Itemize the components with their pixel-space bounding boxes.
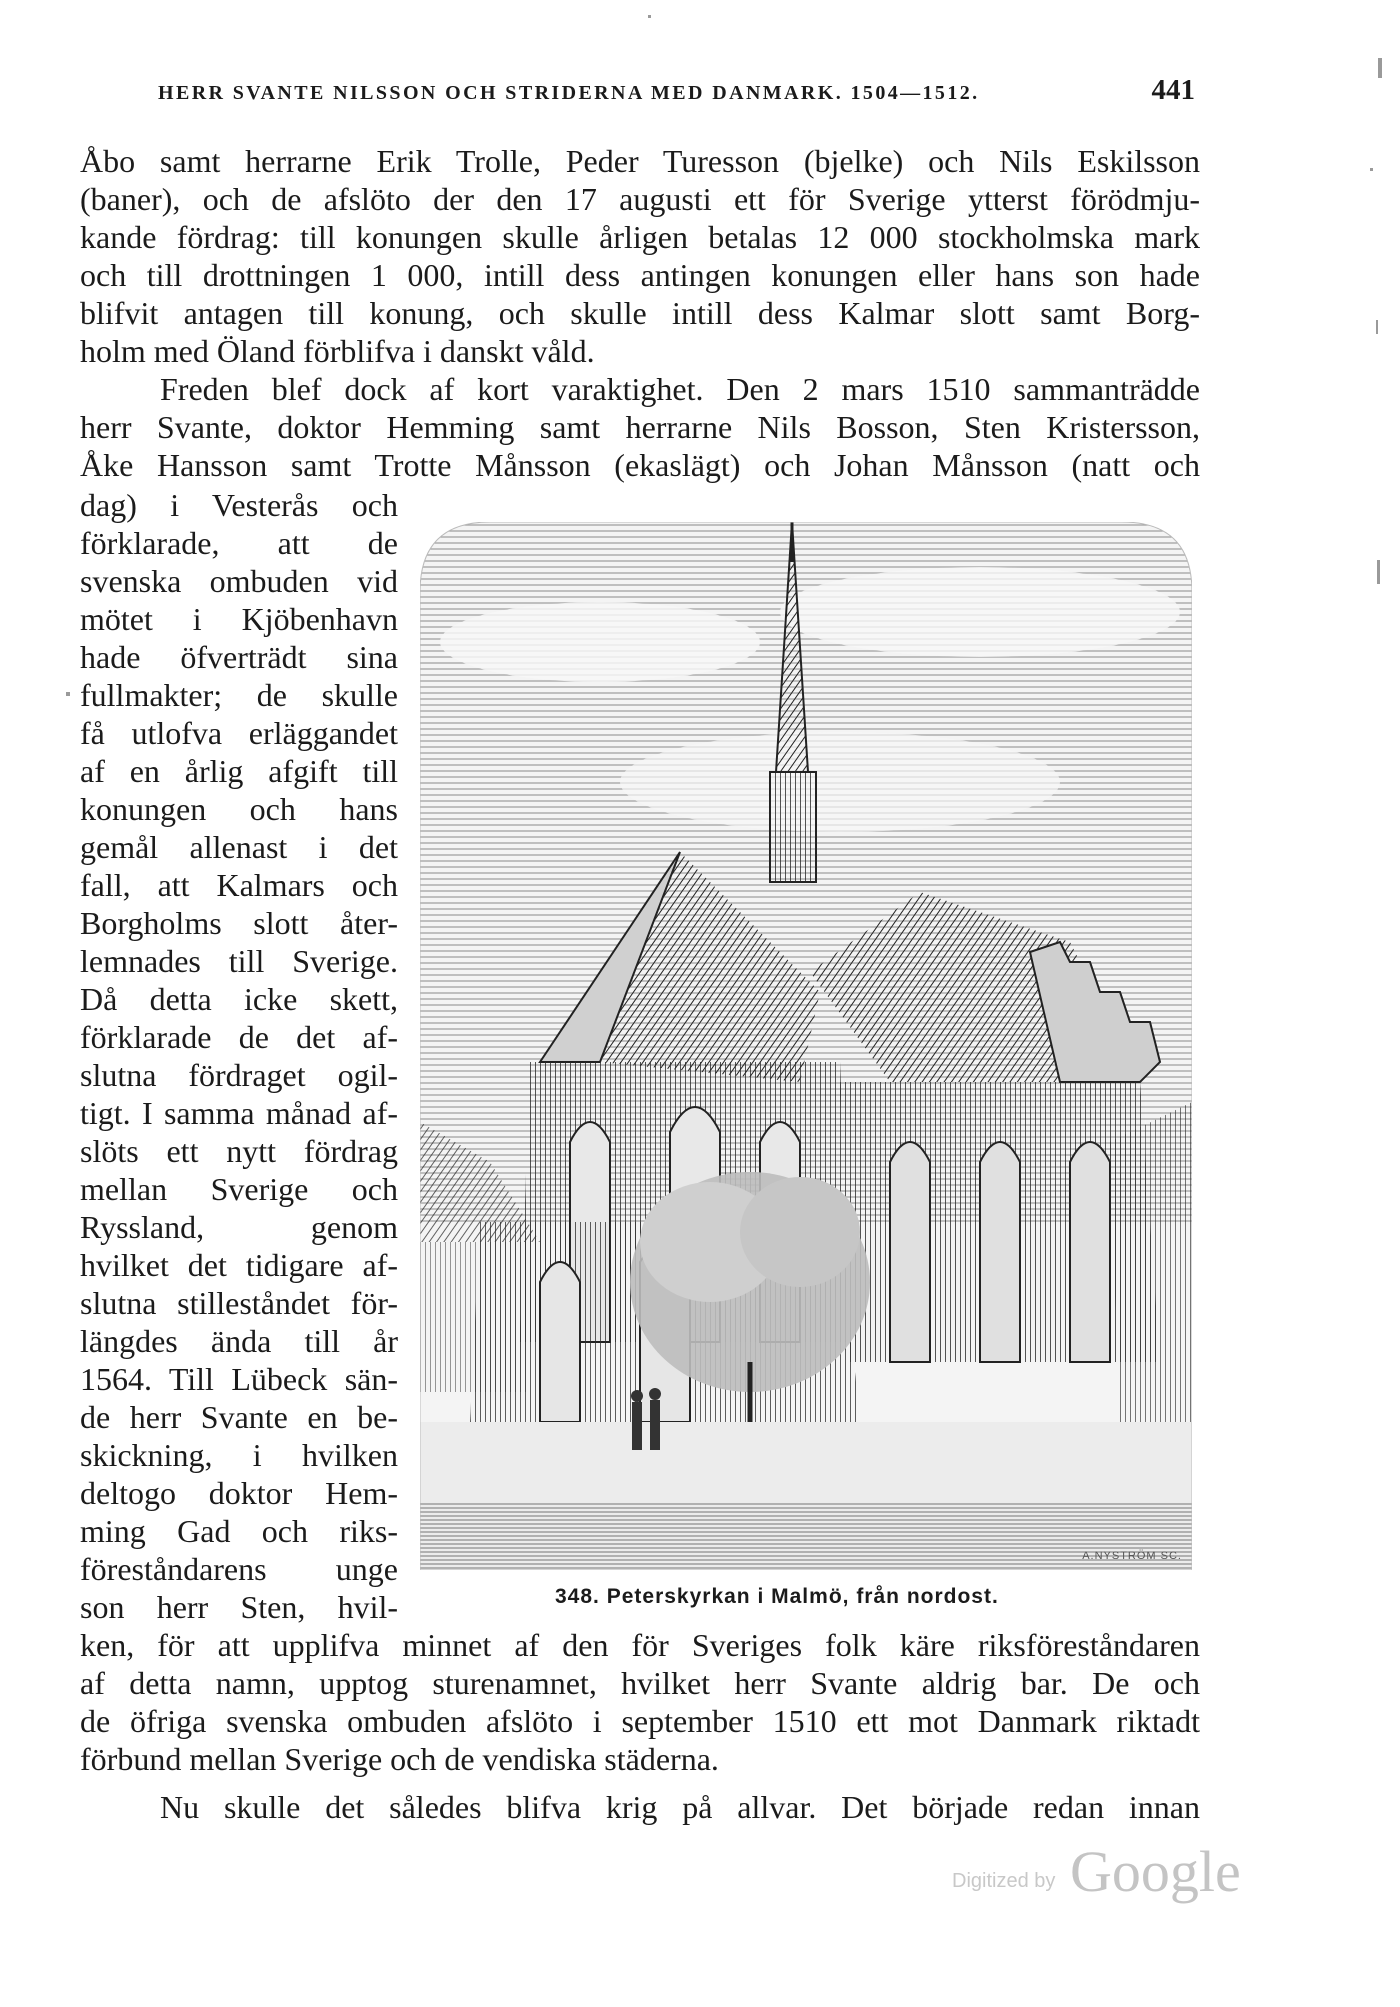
column-line: förklarade de det af- — [80, 1019, 398, 1055]
column-line: gemål allenast i det — [80, 829, 398, 865]
text-line: ken, för att upplifva minnet af den för Sveriges folk käre riksföreståndaren — [80, 1627, 1200, 1663]
text-line: och till drottningen 1 000, intill dess antingen konungen eller hans son hade — [80, 257, 1200, 293]
scan-speck — [66, 692, 70, 696]
engraver-signature: A.NYSTRÖM SC. — [1082, 1550, 1182, 1562]
watermark-logo: Google — [1070, 1839, 1241, 1904]
text-line: Åke Hansson samt Trotte Månsson (ekaslägt) och Johan Månsson (natt och — [80, 447, 1200, 483]
column-line: skickning, i hvilken — [80, 1437, 398, 1473]
column-line: Borgholms slott åter- — [80, 905, 398, 941]
column-line: förklarade, att de — [80, 525, 398, 561]
column-line: mellan Sverige och — [80, 1171, 398, 1207]
column-line: lemnades till Sverige. — [80, 943, 398, 979]
column-line: Då detta icke skett, — [80, 981, 398, 1017]
column-line: få utlofva erläggandet — [80, 715, 398, 751]
column-line: längdes ända till år — [80, 1323, 398, 1359]
running-header — [158, 74, 1195, 112]
church-engraving — [420, 522, 1192, 1570]
column-line: mötet i Kjöbenhavn — [80, 601, 398, 637]
column-line: 1564. Till Lübeck sän- — [80, 1361, 398, 1397]
scan-speck — [1370, 168, 1373, 171]
column-line: slutna stilleståndet för- — [80, 1285, 398, 1321]
text-line: Nu skulle det således blifva krig på allvar. Det började redan innan — [160, 1789, 1200, 1825]
column-line: konungen och hans — [80, 791, 398, 827]
page-number: 441 — [1151, 74, 1195, 106]
column-line: fall, att Kalmars och — [80, 867, 398, 903]
column-line: tigt. I samma månad af- — [80, 1095, 398, 1131]
text-line: holm med Öland förblifva i danskt våld. — [80, 333, 595, 369]
text-line: af detta namn, upptog sturenamnet, hvilket herr Svante aldrig bar. De och — [80, 1665, 1200, 1701]
text-line: Freden blef dock af kort varaktighet. Den 2 mars 1510 sammanträdde — [160, 371, 1200, 407]
column-line: af en årlig afgift till — [80, 753, 398, 789]
text-line: Åbo samt herrarne Erik Trolle, Peder Turesson (bjelke) och Nils Eskilsson — [80, 143, 1200, 179]
church-illustration — [420, 522, 1192, 1570]
column-line: Ryssland, genom — [80, 1209, 398, 1245]
column-line: slöts ett nytt fördrag — [80, 1133, 398, 1169]
text-line: förbund mellan Sverige och de vendiska städerna. — [80, 1741, 719, 1777]
column-line: son herr Sten, hvil- — [80, 1589, 398, 1625]
text-line: blifvit antagen till konung, och skulle intill dess Kalmar slott samt Borg- — [80, 295, 1200, 331]
text-line: (baner), och de afslöto der den 17 augusti ett för Sverige ytterst förödmju- — [80, 181, 1200, 217]
text-line: de öfriga svenska ombuden afslöto i september 1510 ett mot Danmark riktadt — [80, 1703, 1200, 1739]
scan-speck — [1378, 58, 1382, 78]
text-line: herr Svante, doktor Hemming samt herrarne Nils Bosson, Sten Kristersson, — [80, 409, 1200, 445]
scan-speck — [648, 15, 651, 18]
column-line: dag) i Vesterås och — [80, 487, 398, 523]
running-title: HERR SVANTE NILSSON OCH STRIDERNA MED DANMARK. 1504—1512. — [158, 82, 980, 104]
column-line: svenska ombuden vid — [80, 563, 398, 599]
google-watermark — [952, 1838, 1241, 1908]
column-line: fullmakter; de skulle — [80, 677, 398, 713]
column-line: deltogo doktor Hem- — [80, 1475, 398, 1511]
watermark-prefix: Digitized by — [952, 1870, 1056, 1892]
column-line: slutna fördraget ogil- — [80, 1057, 398, 1093]
column-line: ming Gad och riks- — [80, 1513, 398, 1549]
figure-caption: 348. Peterskyrkan i Malmö, från nordost. — [555, 1585, 999, 1608]
scan-speck — [1377, 560, 1380, 584]
column-line: hvilket det tidigare af- — [80, 1247, 398, 1283]
text-line: kande fördrag: till konungen skulle årligen betalas 12 000 stockholmska mark — [80, 219, 1200, 255]
column-line: de herr Svante en be- — [80, 1399, 398, 1435]
column-line: föreståndarens unge — [80, 1551, 398, 1587]
scan-speck — [1376, 320, 1378, 334]
column-line: hade öfverträdt sina — [80, 639, 398, 675]
